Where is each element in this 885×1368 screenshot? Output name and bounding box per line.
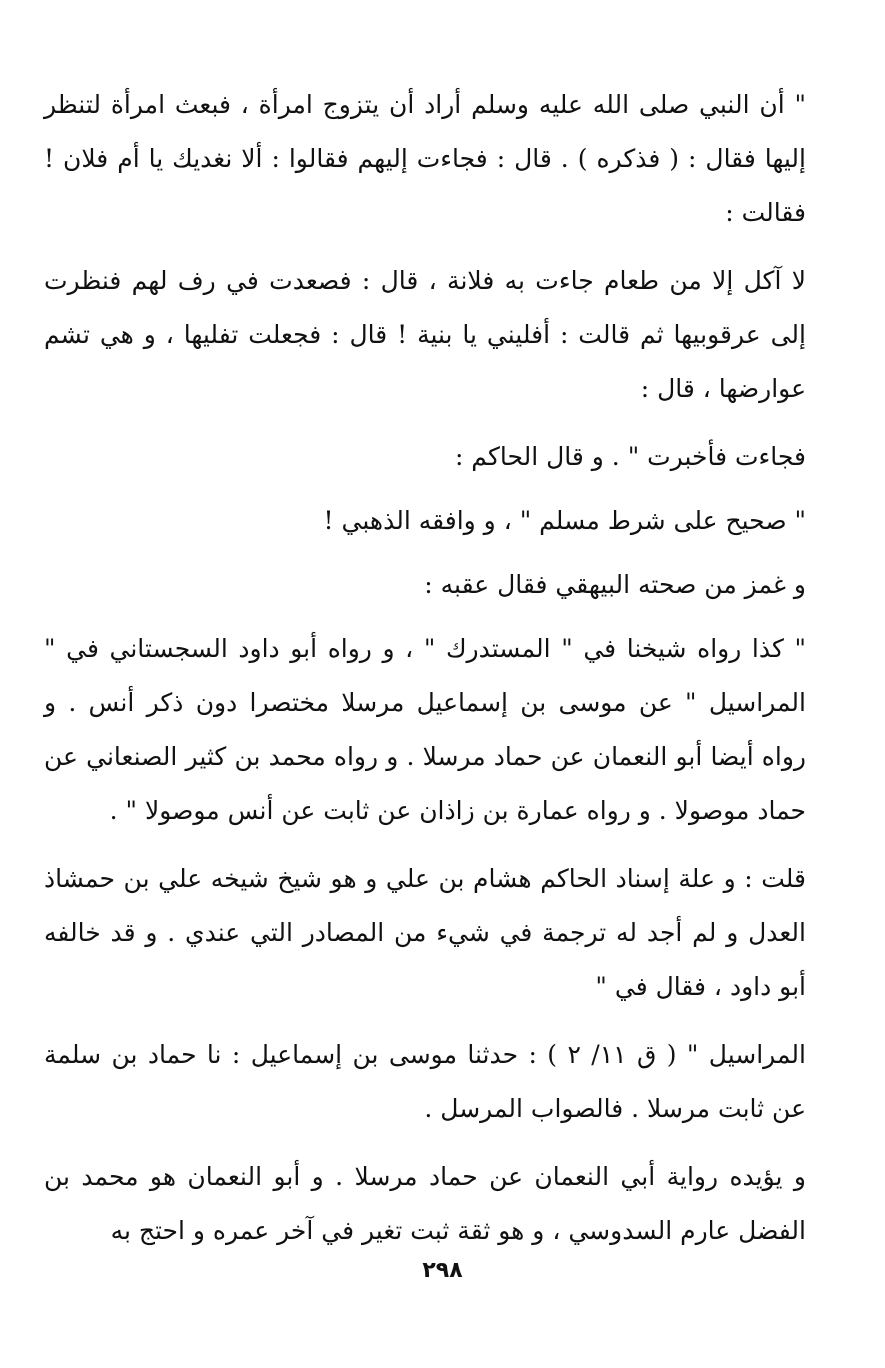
paragraph-bayhaqi-quote: " كذا رواه شيخنا في " المستدرك " ، و رواه أبو داود السجستاني في " المراسيل " عن موسى بن إسماعيل مرسلا مختصرا دون ذكر أنس . و رواه أيضا أبو النعمان عن حماد مرسلا . و رواه محمد بن كثير الصنعاني عن حماد موصولا . و رواه عمارة بن زاذان عن ثابت عن أنس موصولا " . (44, 634, 806, 825)
paragraph-marasil-quote: المراسيل " ( ق ١١/ ٢ ) : حدثنا موسى بن إسماعيل : نا حماد بن سلمة عن ثابت مرسلا . فالصواب المرسل . (44, 1040, 806, 1123)
paragraph-author-comment: قلت : و علة إسناد الحاكم هشام بن علي و هو شيخ شيخه علي بن حمشاذ العدل و لم أجد له ترجمة في شيء من المصادر التي عندي . و قد خالفه أبو داود ، فقال في " (44, 864, 806, 1001)
paragraph-supporting-narration: و يؤيده رواية أبي النعمان عن حماد مرسلا . و أبو النعمان هو محمد بن الفضل عارم السدوسي ، و هو ثقة ثبت تغير في آخر عمره و احتج به (44, 1162, 806, 1245)
paragraph-hadith-text: " أن النبي صلى الله عليه وسلم أراد أن يتزوج امرأة ، فبعث امرأة لتنظر إليها فقال : ( فذكره ) . قال : فجاءت إليهم فقالوا : ألا نغديك يا أم فلان ! فقالت : (44, 90, 806, 227)
page-body-text (44, 78, 806, 1272)
paragraph-hakim-intro: فجاءت فأخبرت " . و قال الحاكم : (454, 442, 806, 471)
paragraph-hakim-verdict: " صحيح على شرط مسلم " ، و وافقه الذهبي ! (323, 506, 806, 535)
paragraph-hadith-continuation: لا آكل إلا من طعام جاءت به فلانة ، قال : فصعدت في رف لهم فنظرت إلى عرقوبيها ثم قالت : أفليني يا بنية ! قال : فجعلت تفليها ، و هي تشم عوارضها ، قال : (44, 266, 806, 403)
page-number: ٢٩٨ (422, 1258, 463, 1283)
paragraph-bayhaqi-intro: و غمز من صحته البيهقي فقال عقبه : (424, 570, 806, 599)
